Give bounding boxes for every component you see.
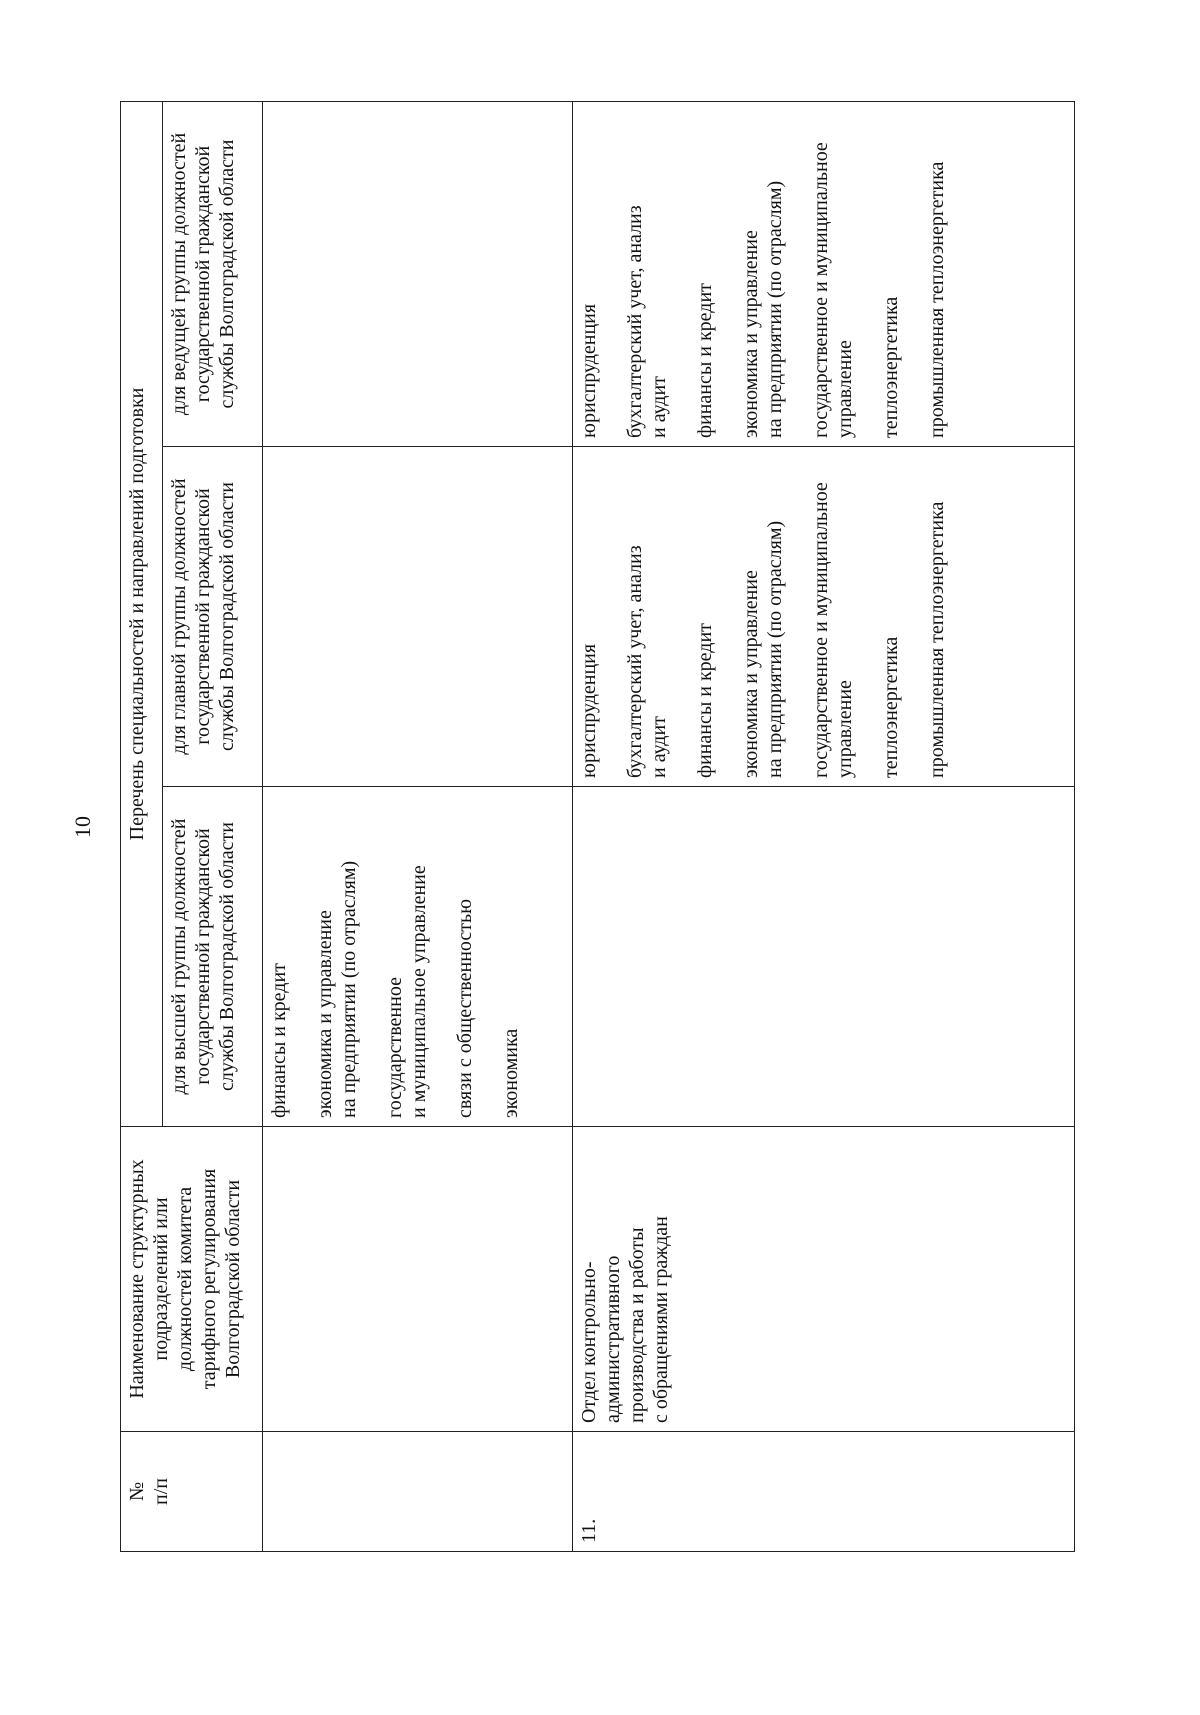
list-item: финансы и кредит bbox=[694, 283, 716, 438]
row-higher-cell bbox=[263, 787, 573, 1127]
list-item: финансы и кредит bbox=[694, 623, 716, 778]
header-specialties-group: Перечень специальностей и направлений подготовки bbox=[121, 101, 163, 1126]
header-leading: для ведущей группы должностей государственной гражданской службы Волгоградской области bbox=[163, 101, 263, 446]
rotated-page-content bbox=[120, 102, 1075, 1552]
list-item: юриспруденция bbox=[578, 303, 600, 438]
table-row bbox=[263, 101, 573, 1551]
row-department bbox=[263, 1127, 573, 1432]
row-num: 11. bbox=[573, 1432, 1075, 1552]
list-item: бухгалтерский учет, анализ и аудит bbox=[624, 545, 670, 778]
list-item: юриспруденция bbox=[578, 643, 600, 778]
list-item: государственное и муниципальное управление bbox=[384, 865, 430, 1118]
header-department: Наименование структурных подразделений или должностей комитета тарифного регулирования Волгоградской области bbox=[121, 1127, 263, 1432]
table-row bbox=[573, 101, 1075, 1551]
list-item: экономика bbox=[500, 1028, 522, 1118]
list-item: экономика и управление на предприятии (по отраслям) bbox=[740, 180, 786, 438]
row-leading-cell bbox=[263, 101, 573, 446]
row-higher-cell bbox=[573, 787, 1075, 1127]
list-item: финансы и кредит bbox=[268, 963, 290, 1118]
list-item: государственное и муниципальное управление bbox=[810, 142, 856, 438]
row-department: Отдел контрольно- административного производства и работы с обращениями граждан bbox=[573, 1127, 1075, 1432]
list-item: связи с общественностью bbox=[454, 898, 476, 1118]
list-item: промышленная теплоэнергетика bbox=[926, 501, 948, 778]
list-item: промышленная теплоэнергетика bbox=[926, 161, 948, 438]
list-item: теплоэнергетика bbox=[880, 296, 902, 438]
header-row-1 bbox=[121, 101, 163, 1551]
list-item: экономика и управление на предприятии (по отраслям) bbox=[740, 520, 786, 778]
row-num bbox=[263, 1432, 573, 1552]
header-num: № п/п bbox=[121, 1432, 263, 1552]
specialties-table bbox=[120, 101, 1075, 1552]
header-higher: для высшей группы должностей государственной гражданской службы Волгоградской области bbox=[163, 787, 263, 1127]
list-item: государственное и муниципальное управление bbox=[810, 482, 856, 778]
page-number: 10 bbox=[70, 816, 95, 838]
row-leading-cell bbox=[573, 101, 1075, 446]
list-item: экономика и управление на предприятии (по отраслям) bbox=[314, 860, 360, 1118]
row-chief-cell bbox=[573, 447, 1075, 787]
list-item: бухгалтерский учет, анализ и аудит bbox=[624, 205, 670, 438]
row-chief-cell bbox=[263, 447, 573, 787]
header-chief: для главной группы должностей государственной гражданской службы Волгоградской области bbox=[163, 447, 263, 787]
list-item: теплоэнергетика bbox=[880, 636, 902, 778]
